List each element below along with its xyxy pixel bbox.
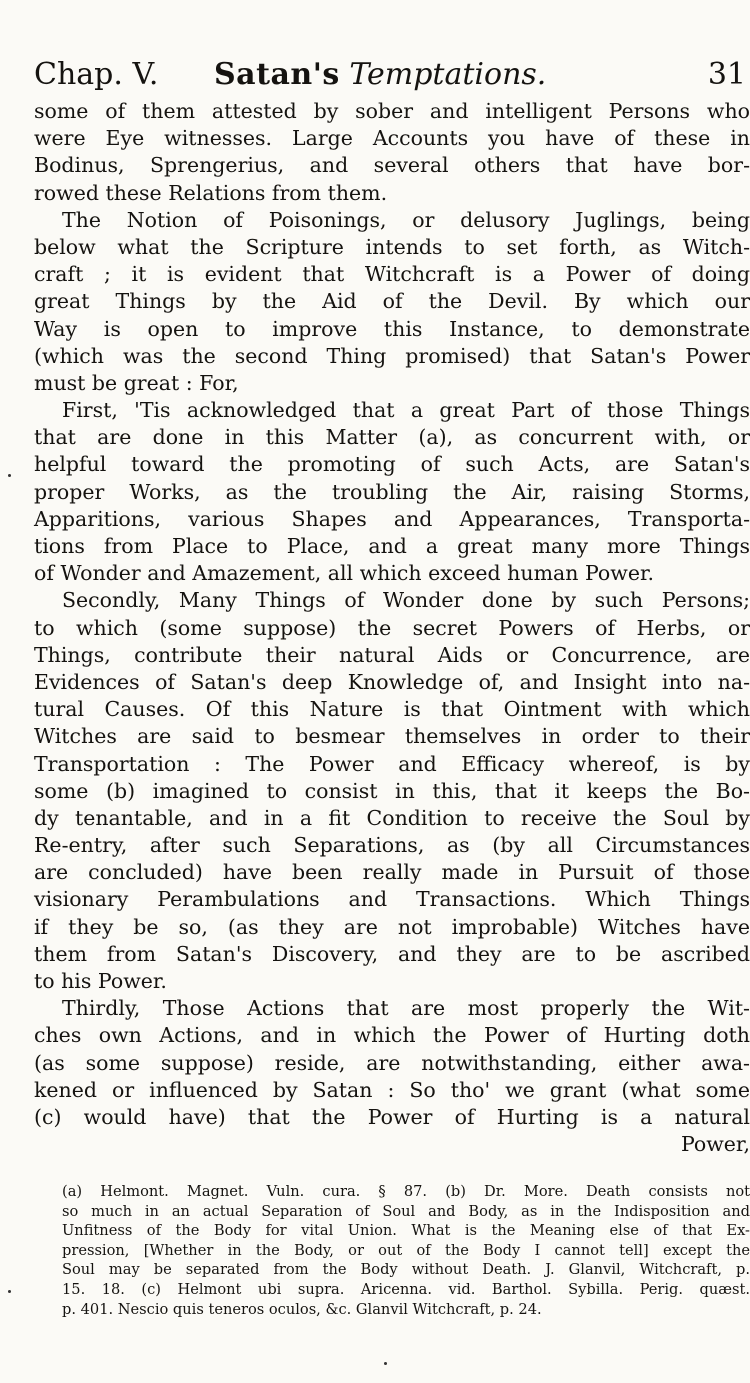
footnote-line: pression, [Whether in the Body, or out of the Body I cannot tell] except the	[62, 1241, 750, 1259]
text-line: to his Power.	[34, 969, 167, 993]
page-number: 31	[707, 57, 746, 92]
text-line: below what the Scripture intends to set forth, as Witch-	[34, 234, 750, 259]
footnote-line: 15. 18. (c) Helmont ubi supra. Aricenna. vid. Barthol. Sybilla. Perig. quæst.	[62, 1280, 750, 1298]
text-line: Thirdly, Those Actions that are most properly the Wit-	[62, 996, 750, 1021]
text-line: Evidences of Satan's deep Knowledge of, and Insight into na-	[34, 669, 750, 694]
catchword: Power,	[680, 1132, 750, 1157]
footnote-line: (a) Helmont. Magnet. Vuln. cura. § 87. (b) Dr. More. Death consists not	[62, 1183, 750, 1200]
text-line: were Eye witnesses. Large Accounts you have of these in	[34, 126, 750, 151]
margin-speck	[8, 474, 11, 477]
text-line: rowed these Relations from them.	[34, 180, 388, 205]
running-header	[34, 52, 750, 98]
running-title-blackletter: Satan's	[214, 57, 340, 92]
page-speck	[384, 1362, 387, 1365]
text-line: Secondly, Many Things of Wonder done by such Persons;	[62, 588, 750, 613]
body-text	[34, 98, 750, 1158]
running-title	[214, 52, 546, 98]
text-line: First, 'Tis acknowledged that a great Part of those Things	[62, 398, 750, 423]
text-line: to which (some suppose) the secret Powers of Herbs, or	[34, 615, 750, 640]
text-line: some of them attested by sober and intelligent Persons who	[34, 99, 750, 123]
text-line: dy tenantable, and in a fit Condition to receive the Soul by	[34, 805, 750, 830]
chapter-label: Chap. V.	[34, 57, 159, 92]
text-line: if they be so, (as they are not improbable) Witches have	[34, 914, 750, 939]
text-line: helpful toward the promoting of such Acts, are Satan's	[34, 452, 750, 477]
text-line: tions from Place to Place, and a great many more Things	[34, 534, 750, 558]
text-line: are concluded) have been really made in Pursuit of those	[34, 860, 750, 885]
text-line: that are done in this Matter (a), as concurrent with, or	[34, 425, 750, 450]
running-title-italic: Temptations.	[349, 57, 547, 92]
text-line: Things, contribute their natural Aids or Concurrence, are	[34, 642, 750, 667]
text-line: Bodinus, Sprengerius, and several others that have bor-	[34, 153, 750, 178]
footnote-line: so much in an actual Separation of Soul and Body, as in the Indisposition and	[62, 1202, 750, 1220]
text-line: ches own Actions, and in which the Power of Hurting doth	[34, 1023, 750, 1048]
text-line: Witches are said to besmear themselves in order to their	[34, 724, 750, 749]
text-line: (as some suppose) reside, are notwithstanding, either awa-	[34, 1050, 750, 1075]
text-line: must be great : For,	[34, 370, 239, 395]
text-line: Transportation : The Power and Efficacy whereof, is by	[34, 751, 750, 776]
text-line: Apparitions, various Shapes and Appearances, Transporta-	[34, 506, 750, 531]
text-line: great Things by the Aid of the Devil. By which our	[34, 289, 750, 314]
footnotes	[62, 1182, 750, 1319]
text-line: proper Works, as the troubling the Air, raising Storms,	[34, 479, 750, 504]
margin-speck	[8, 1290, 11, 1293]
text-line: (c) would have) that the Power of Hurting is a natural	[34, 1104, 750, 1129]
text-line: Way is open to improve this Instance, to demonstrate	[34, 316, 750, 341]
text-line: some (b) imagined to consist in this, that it keeps the Bo-	[34, 778, 750, 803]
text-line: craft ; it is evident that Witchcraft is a Power of doing	[34, 262, 750, 287]
text-line: tural Causes. Of this Nature is that Ointment with which	[34, 697, 750, 722]
text-line: them from Satan's Discovery, and they are to be ascribed	[34, 941, 750, 966]
text-line: The Notion of Poisonings, or delusory Juglings, being	[62, 207, 750, 232]
text-line: kened or influenced by Satan : So tho' we grant (what some	[34, 1077, 750, 1102]
footnote-line: p. 401. Nescio quis teneros oculos, &c. Glanvil Witchcraft, p. 24.	[62, 1300, 542, 1318]
text-line: of Wonder and Amazement, all which exceed human Power.	[34, 561, 655, 586]
text-line: (which was the second Thing promised) that Satan's Power	[34, 343, 750, 368]
book-page	[34, 52, 750, 1158]
text-line: visionary Perambulations and Transactions. Which Things	[34, 887, 750, 912]
footnote-line: Unfitness of the Body for vital Union. What is the Meaning else of that Ex-	[62, 1222, 750, 1240]
footnote-line: Soul may be separated from the Body without Death. J. Glanvil, Witchcraft, p.	[62, 1261, 750, 1279]
text-line: Re-entry, after such Separations, as (by all Circumstances	[34, 833, 750, 858]
